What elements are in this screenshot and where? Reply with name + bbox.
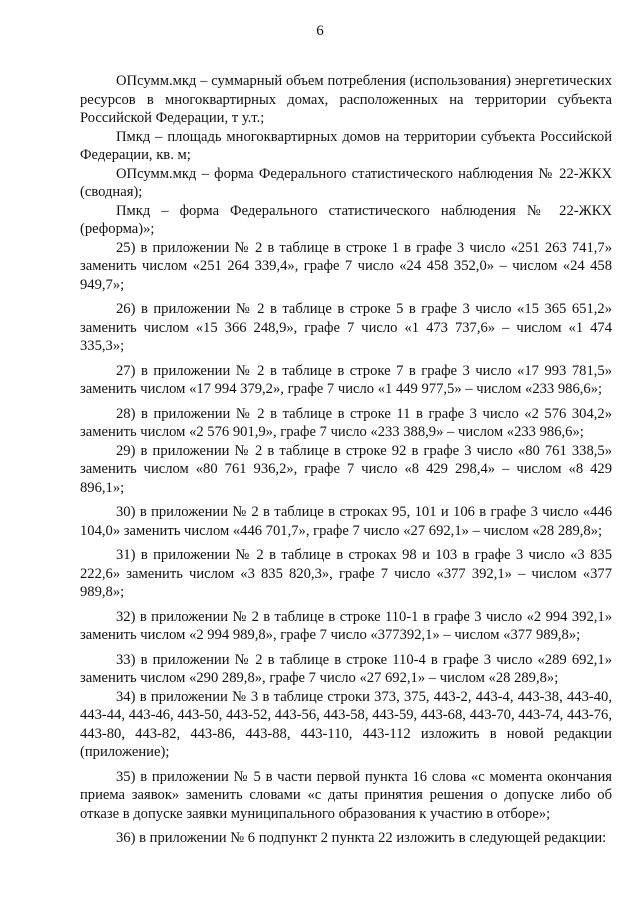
definition-opsumm-form: ОПсумм.мкд – форма Федерального статистического наблюдения № 22-ЖКХ (сводная); [80, 165, 612, 200]
amendment-item-30: 30) в приложении № 2 в таблице в строках 95, 101 и 106 в графе 3 число «446 104,0» заменить числом «446 701,7», графе 7 число «27 692,1» – числом «28 289,8»; [80, 504, 612, 539]
amendment-item-29: 29) в приложении № 2 в таблице в строке 92 в графе 3 число «80 761 338,5» заменить числом «80 761 936,2», графе 7 число «8 429 298,4» – числом «8 429 896,1»; [80, 442, 612, 496]
amendment-item-34: 34) в приложении № 3 в таблице строки 373, 375, 443-2, 443-4, 443-38, 443-40, 443-44, 443-46, 443-50, 443-52, 443-56, 443-58, 443-59, 443-68, 443-70, 443-74, 443-76, 443-80, 443-82, 443-86, 443-88, 443-110, 443-112 изложить в новой редакции (приложение); [80, 688, 612, 760]
amendment-item-28: 28) в приложении № 2 в таблице в строке 11 в графе 3 число «2 576 304,2» заменить числом «2 576 901,9», графе 7 число «233 388,9» – числом «233 986,6»; [80, 405, 612, 440]
amendment-item-27: 27) в приложении № 2 в таблице в строке 7 в графе 3 число «17 993 781,5» заменить числом «17 994 379,2», графе 7 число «1 449 977,5» – числом «233 986,6»; [80, 362, 612, 397]
amendment-item-35: 35) в приложении № 5 в части первой пункта 16 слова «с момента окончания приема заявок» заменить словами «с даты принятия решения о допуске либо об отказе в допуске заявки муниципального образования к участию в отборе»; [80, 768, 612, 822]
document-body [80, 72, 612, 848]
page-number: 6 [316, 23, 324, 39]
amendment-item-36: 36) в приложении № 6 подпункт 2 пункта 22 изложить в следующей редакции: [116, 830, 607, 846]
definition-opsumm-total: ОПсумм.мкд – суммарный объем потребления (использования) энергетических ресурсов в многоквартирных домах, расположенных на территории субъекта Российской Федерации, т у.т.; [80, 73, 612, 126]
amendment-item-25: 25) в приложении № 2 в таблице в строке 1 в графе 3 число «251 263 741,7» заменить числом «251 264 339,4», графе 7 число «24 458 352,0» – числом «24 458 949,7»; [80, 239, 612, 293]
definition-pmkd-form: Пмкд – форма Федерального статистического наблюдения № 22-ЖКХ (реформа)»; [80, 202, 612, 237]
amendment-item-33: 33) в приложении № 2 в таблице в строке 110-4 в графе 3 число «289 692,1» заменить числом «290 289,8», графе 7 число «27 692,1» – числом «28 289,8»; [80, 651, 612, 686]
amendment-item-32: 32) в приложении № 2 в таблице в строке 110-1 в графе 3 число «2 994 392,1» заменить числом «2 994 989,8», графе 7 число «377392,1» – числом «377 989,8»; [80, 608, 612, 643]
amendment-item-31: 31) в приложении № 2 в таблице в строках 98 и 103 в графе 3 число «3 835 222,6» заменить числом «3 835 820,3», графе 7 число «377 392,1» – числом «377 989,8»; [80, 547, 612, 600]
definition-pmkd-area: Пмкд – площадь многоквартирных домов на территории субъекта Российской Федерации, кв. м; [80, 128, 612, 163]
amendment-item-26: 26) в приложении № 2 в таблице в строке 5 в графе 3 число «15 365 651,2» заменить числом «15 366 248,9», графе 7 число «1 473 737,6» – числом «1 474 335,3»; [80, 301, 612, 354]
